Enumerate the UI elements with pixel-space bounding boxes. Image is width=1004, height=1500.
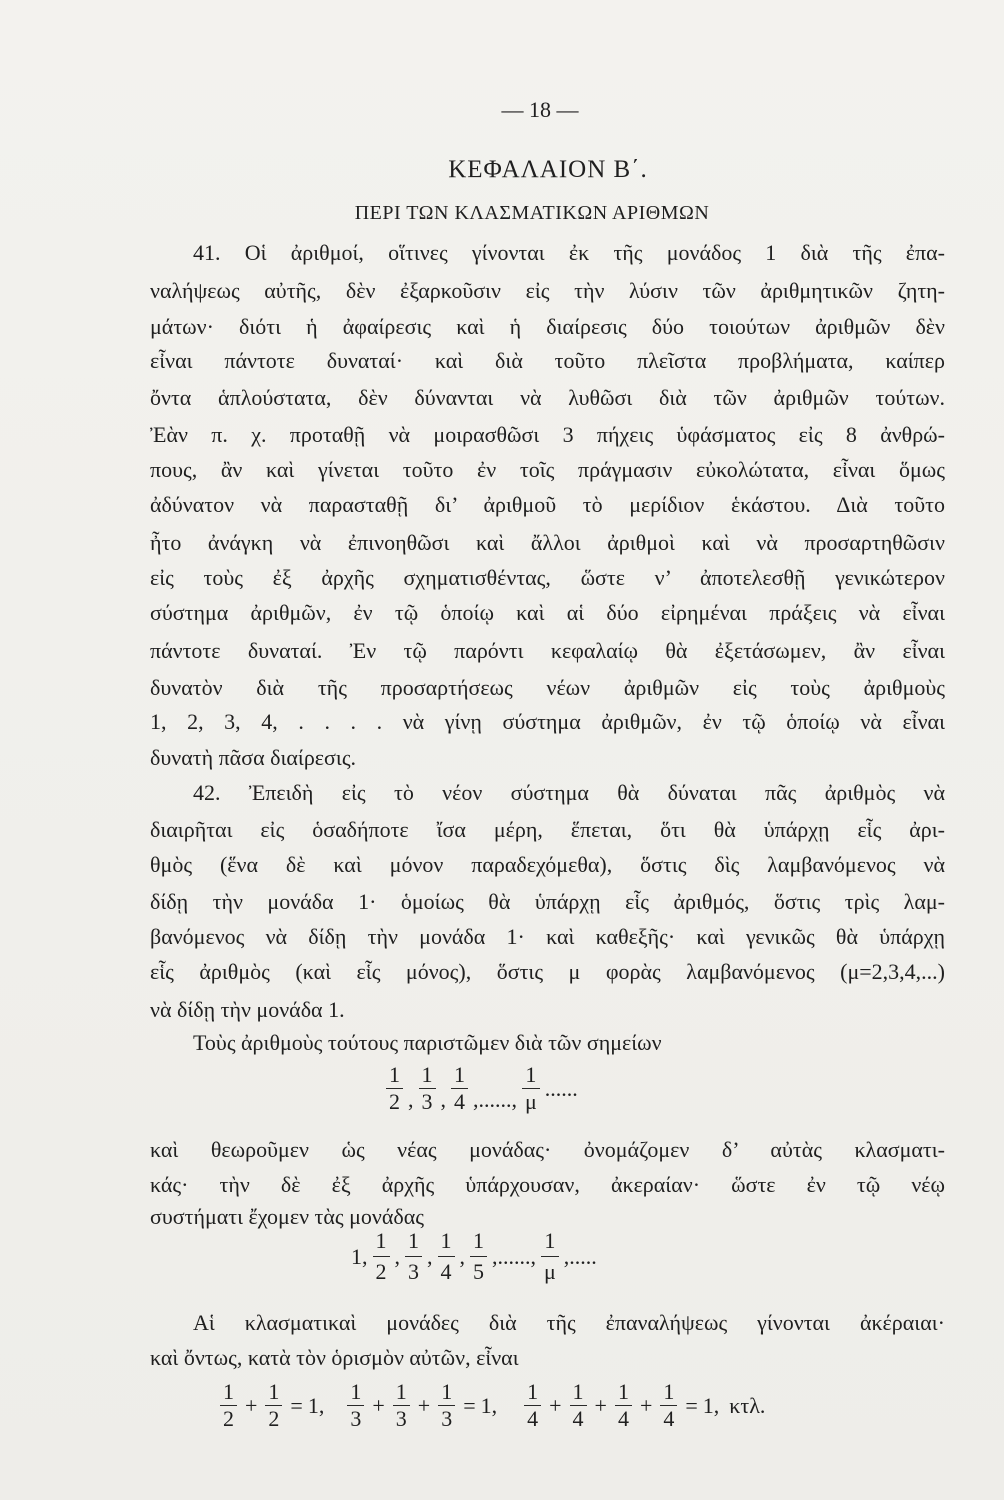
fraction [347, 1379, 364, 1432]
numerator: 1 [389, 1062, 400, 1087]
denominator: 3 [393, 1405, 410, 1432]
plus-sign: + [549, 1392, 562, 1418]
equals-sign: = [290, 1392, 303, 1418]
denominator: 4 [451, 1088, 468, 1115]
denominator: 3 [438, 1405, 455, 1432]
plus-sign: + [639, 1392, 653, 1418]
ellipsis: ,......, [473, 1087, 517, 1112]
separator: , [459, 1243, 465, 1269]
numerator: 1 [617, 1379, 629, 1404]
denominator: 3 [347, 1405, 364, 1432]
numerator: 1 [350, 1379, 362, 1404]
denominator: 4 [570, 1405, 587, 1432]
denominator: 4 [660, 1405, 677, 1432]
fraction [386, 1062, 403, 1115]
paragraph-line: κάς· τὴν δὲ ἐξ ἀρχῆς ὑπάρχουσαν, ἀκεραίαν· ὥστε ἐν τῷ νέῳ [150, 1172, 945, 1197]
fraction [393, 1379, 410, 1432]
ellipsis: ...... [544, 1075, 578, 1101]
plus-sign: + [594, 1392, 607, 1418]
plus-sign: + [372, 1392, 385, 1418]
denominator: 2 [386, 1088, 403, 1115]
paragraph-line: σύστημα ἀριθμῶν, ἐν τῷ ὁποίῳ καὶ αἱ δύο εἰρημέναι πράξεις νὰ εἶναι [150, 600, 945, 625]
fraction [265, 1379, 282, 1432]
ellipsis: ,..... [563, 1243, 597, 1269]
paragraph-line: νὰ δίδῃ τὴν μονάδα 1. [150, 997, 345, 1022]
equation-row [216, 1379, 766, 1432]
numerator: 1 [544, 1228, 556, 1253]
paragraph-line: 1, 2, 3, 4, . . . . νὰ γίνῃ σύστημα ἀριθμῶν, ἐν τῷ ὁποίῳ νὰ εἶναι [150, 709, 945, 734]
result: 1, [702, 1392, 720, 1418]
fraction [522, 1062, 540, 1115]
paragraph-line: ναλήψεως αὐτῆς, δὲν ἐξαρκοῦσιν εἰς τὴν λύσιν τῶν ἀριθμητικῶν ζητη- [150, 278, 945, 303]
denominator: 2 [220, 1405, 237, 1432]
paragraph-line: 42. Ἐπειδὴ εἰς τὸ νέον σύστημα θὰ δύναται πᾶς ἀριθμὸς νὰ [193, 780, 945, 805]
paragraph-line: δυνατὸν διὰ τῆς προσαρτήσεως νέων ἀριθμῶν εἰς τοὺς ἀριθμοὺς [150, 675, 945, 700]
denominator: 4 [438, 1256, 455, 1287]
numerator: 1 [421, 1062, 433, 1087]
paragraph-line: καὶ θεωροῦμεν ὡς νέας μονάδας· ὀνομάζομεν δ’ αὐτὰς κλασματι- [150, 1137, 945, 1162]
separator: , [408, 1087, 414, 1112]
paragraph-line: Τοὺς ἀριθμοὺς τούτους παριστῶμεν διὰ τῶν σημείων [193, 1030, 662, 1055]
paragraph-line: δυνατὴ πᾶσα διαίρεσις. [150, 745, 357, 770]
fraction [541, 1226, 559, 1287]
separator: , [427, 1243, 433, 1269]
paragraph-line: ὄντα ἁπλούστατα, δὲν δύνανται νὰ λυθῶσι διὰ τῶν ἀριθμῶν τούτων. [150, 385, 945, 410]
separator: , [394, 1243, 400, 1269]
denominator: μ [522, 1088, 540, 1115]
numerator: 1 [525, 1062, 537, 1087]
numerator: 1 [572, 1379, 584, 1404]
paragraph-line: πους, ἂν καὶ γίνεται τοῦτο ἐν τοῖς πράγμασιν εὐκολώτατα, εἶναι ὅμως [150, 457, 945, 482]
paragraph-line: εἷς ἀριθμὸς (καὶ εἷς μόνος), ὅστις μ φορὰς λαμβανόμενος (μ=2,3,4,...) [150, 959, 945, 984]
unit-fractions-row [350, 1226, 598, 1287]
fraction [373, 1226, 390, 1287]
paragraph-line: εἶναι πάντοτε δυναταί· καὶ διὰ τοῦτο πλεῖστα προβλήματα, καίπερ [150, 348, 945, 373]
paragraph-line: μάτων· διότι ἡ ἀφαίρεσις καὶ ἡ διαίρεσις δύο τοιούτων ἀριθμῶν δὲν [150, 314, 945, 339]
ellipsis: ,......, [492, 1243, 536, 1269]
result: 1, [307, 1392, 325, 1418]
fraction [405, 1226, 422, 1287]
fraction [524, 1379, 541, 1432]
numerator: 1 [473, 1228, 484, 1253]
numerator: 1 [268, 1379, 280, 1404]
paragraph-line: συστήματι ἔχομεν τὰς μονάδας [150, 1204, 424, 1229]
equals-sign: = [685, 1392, 698, 1418]
equals-sign: = [463, 1392, 476, 1418]
chapter-subtitle: ΠΕΡΙ ΤΩΝ ΚΛΑΣΜΑΤΙΚΩΝ ΑΡΙΘΜΩΝ [354, 202, 710, 224]
numerator: 1 [395, 1379, 407, 1404]
result: 1, [480, 1392, 498, 1418]
numerator: 1 [663, 1379, 675, 1404]
numerator: 1 [408, 1228, 419, 1253]
paragraph-line: Αἱ κλασματικαὶ μονάδες διὰ τῆς ἐπαναλήψεως γίνονται ἀκέραιαι· [193, 1310, 945, 1335]
denominator: μ [541, 1256, 559, 1287]
plus-sign: + [245, 1392, 258, 1418]
denominator: 3 [405, 1256, 422, 1287]
denominator: 4 [615, 1405, 632, 1432]
integer-unit: 1, [351, 1243, 368, 1269]
fraction [660, 1379, 677, 1432]
page-number: — 18 — [501, 97, 579, 122]
paragraph-line: ἦτο ἀνάγκη νὰ ἐπινοηθῶσι καὶ ἄλλοι ἀριθμοὶ καὶ νὰ προσαρτηθῶσιν [150, 530, 945, 555]
paragraph-line: δίδῃ τὴν μονάδα 1· ὁμοίως θὰ ὑπάρχῃ εἷς ἀριθμός, ὅστις τρὶς λαμ- [150, 889, 945, 914]
paragraph-line: εἰς τοὺς ἐξ ἀρχῆς σχηματισθέντας, ὥστε ν’ ἀποτελεσθῇ γενικώτερον [150, 565, 945, 590]
numerator: 1 [454, 1062, 465, 1087]
denominator: 4 [524, 1405, 541, 1432]
denominator: 5 [470, 1256, 487, 1287]
paragraph-line: διαιρῆται εἰς ὁσαδήποτε ἴσα μέρη, ἕπεται, ὅτι θὰ ὑπάρχῃ εἷς ἀρι- [150, 817, 945, 842]
paragraph-line: θμὸς (ἕνα δὲ καὶ μόνον παραδεχόμεθα), ὅστις δὶς λαμβανόμενος νὰ [150, 852, 945, 877]
fraction [451, 1062, 468, 1115]
separator: , [440, 1087, 446, 1112]
numerator: 1 [223, 1379, 234, 1404]
numerator: 1 [375, 1228, 387, 1253]
paragraph-line: Ἐὰν π. χ. προταθῇ νὰ μοιρασθῶσι 3 πήχεις ὑφάσματος εἰς 8 ἀνθρώ- [150, 422, 945, 447]
fraction [419, 1062, 436, 1115]
unit-fractions-row [382, 1062, 579, 1115]
fraction [470, 1226, 487, 1287]
numerator: 1 [527, 1379, 539, 1404]
fraction [615, 1379, 632, 1432]
fraction [438, 1379, 455, 1432]
paragraph-line: καὶ ὄντως, κατὰ τὸν ὁρισμὸν αὐτῶν, εἶναι [150, 1345, 519, 1370]
numerator: 1 [440, 1228, 452, 1253]
paragraph-line: βανόμενος νὰ δίδῃ τὴν μονάδα 1· καὶ καθεξῆς· καὶ γενικῶς θὰ ὑπάρχῃ [150, 924, 945, 949]
paragraph-line: πάντοτε δυναταί. Ἐν τῷ παρόντι κεφαλαίῳ θὰ ἐξετάσωμεν, ἂν εἶναι [150, 638, 945, 663]
plus-sign: + [417, 1392, 431, 1418]
paragraph-line: 41. Οἱ ἀριθμοί, οἵτινες γίνονται ἐκ τῆς μονάδος 1 διὰ τῆς ἐπα- [193, 240, 945, 265]
fraction [570, 1379, 587, 1432]
fraction [438, 1226, 455, 1287]
chapter-title: ΚΕΦΑΛΑΙΟΝ Β΄. [448, 156, 648, 183]
etcetera: κτλ. [729, 1392, 766, 1418]
denominator: 2 [373, 1256, 390, 1287]
numerator: 1 [441, 1379, 453, 1404]
denominator: 2 [265, 1405, 282, 1432]
fraction [220, 1379, 237, 1432]
denominator: 3 [419, 1088, 436, 1115]
paragraph-line: ἀδύνατον νὰ παρασταθῇ δι’ ἀριθμοῦ τὸ μερίδιον ἑκάστου. Διὰ τοῦτο [150, 492, 945, 517]
